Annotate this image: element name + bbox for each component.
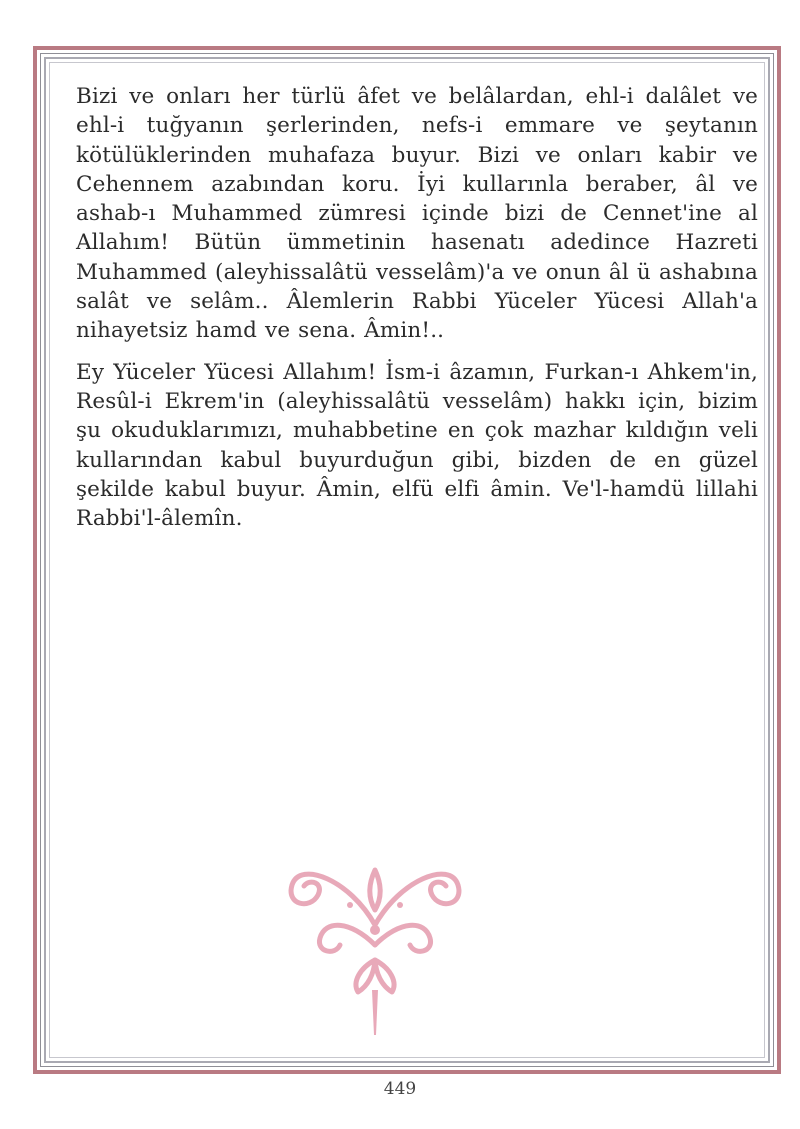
page-number: 449 <box>383 1079 417 1099</box>
paragraph-prayer-2: Ey Yüceler Yücesi Allahım! İsm-i âzamın, Furkan-ı Ahkem'in, Resûl-i Ekrem'in (aleyhissalâtü vesselâm) hakkı için, bizim şu okuduklarımızı, muhabbetine en çok mazhar kıldığın veli kullarından kabul buyurduğun gibi, bizden de en güzel şekilde kabul buyur. Âmin, elfü elfi âmin. Ve'l-hamdü lillahi Rabbi'l-âlemîn. <box>76 359 758 532</box>
floral-ornament-icon <box>280 850 470 1040</box>
paragraph-prayer-1: Bizi ve onları her türlü âfet ve belâlardan, ehl-i dalâlet ve ehl-i tuğyanın şerlerinden, nefs-i emmare ve şeytanın kötülüklerinden muhafaza buyur. Bizi ve onları kabir ve Cehennem azabından koru. İyi kullarınla beraber, âl ve ashab-ı Muhammed zümresi içinde bizi de Cennet'ine al Allahım! Bütün ümmetinin hasenatı adedince Hazreti Muhammed (aleyhissalâtü vesselâm)'a ve onun âl ü ashabına salât ve selâm.. Âlemlerin Rabbi Yüceler Yücesi Allah'a nihayetsiz hamd ve sena. Âmin!.. <box>76 84 758 344</box>
body-text <box>76 82 758 533</box>
